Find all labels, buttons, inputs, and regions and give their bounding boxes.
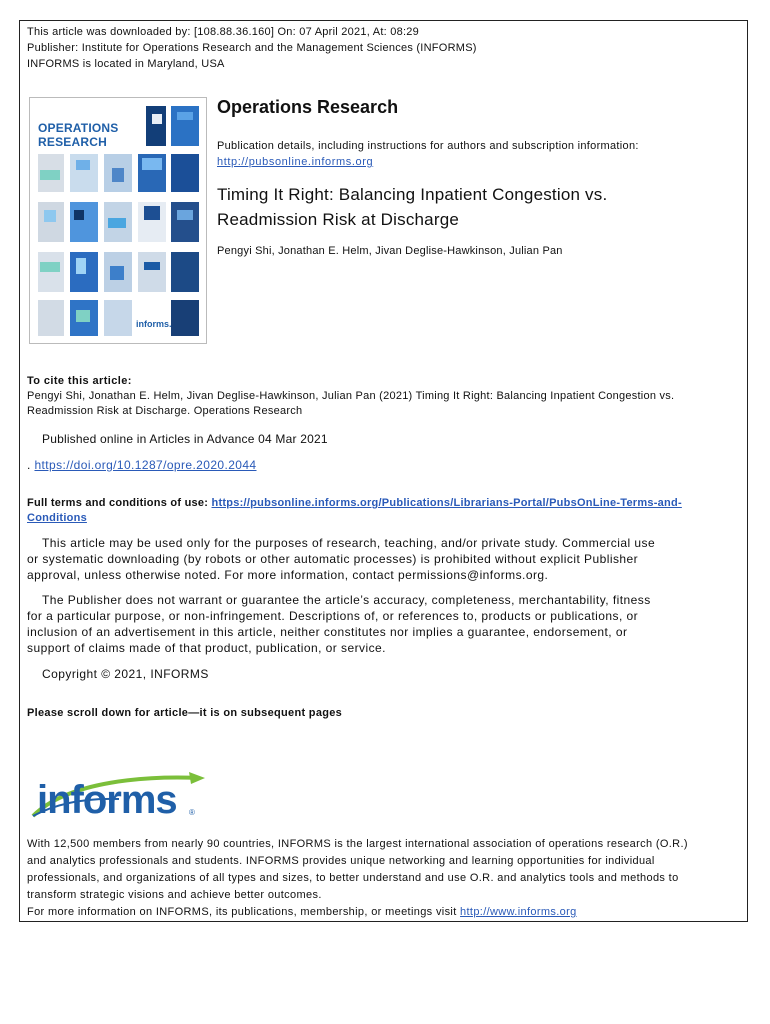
terms-line-1 <box>27 497 682 509</box>
publication-link[interactable]: http://pubsonline.informs.org <box>217 156 374 168</box>
download-info: This article was downloaded by: [108.88.36.160] On: 07 April 2021, At: 08:29 <box>27 26 420 38</box>
warranty-paragraph-line-2: for a particular purpose, or non-infringement. Descriptions of, or references to, products or publications, or <box>27 609 639 623</box>
about-informs <box>27 836 688 921</box>
published-date: Published online in Articles in Advance 04 Mar 2021 <box>42 432 328 446</box>
terms-link-continued[interactable]: Conditions <box>27 512 87 524</box>
citation-line-2: Readmission Risk at Discharge. Operations Research <box>27 405 303 417</box>
usage-paragraph-line-1: This article may be used only for the purposes of research, teaching, and/or private study. Commercial use <box>42 536 656 550</box>
warranty-paragraph-line-1: The Publisher does not warrant or guarantee the article’s accuracy, completeness, merchantability, fitness <box>42 593 651 607</box>
journal-name: Operations Research <box>217 97 399 117</box>
scroll-note: Please scroll down for article—it is on subsequent pages <box>27 707 343 719</box>
terms-label: Full terms and conditions of use: <box>27 497 212 509</box>
doi-line: . https://doi.org/10.1287/opre.2020.2044 <box>27 458 257 472</box>
about-line-4: transform strategic visions and achieve better outcomes. <box>27 889 322 901</box>
publication-details: Publication details, including instructions for authors and subscription information: <box>217 140 639 152</box>
about-line-1: With 12,500 members from nearly 90 countries, INFORMS is the largest international association of operations research (O.R.) <box>27 838 688 850</box>
cover-title: OPERATIONS RESEARCH <box>38 121 119 149</box>
about-line-3: professionals, and organizations of all types and sizes, to better understand and use O.R. and analytics tools and methods to <box>27 872 679 884</box>
article-authors: Pengyi Shi, Jonathan E. Helm, Jivan Deglise-Hawkinson, Julian Pan <box>217 245 563 257</box>
about-line-2: and analytics professionals and students. INFORMS provides unique networking and learning opportunities for individual <box>27 855 655 867</box>
citation-line-1: Pengyi Shi, Jonathan E. Helm, Jivan Deglise-Hawkinson, Julian Pan (2021) Timing It Right: Balancing Inpatient Congestion vs. <box>27 390 675 402</box>
cover-informs-logo: informs. <box>136 319 172 329</box>
cite-heading: To cite this article: <box>27 375 132 387</box>
informs-website-link[interactable]: http://www.informs.org <box>460 906 577 918</box>
copyright: Copyright © 2021, INFORMS <box>42 667 209 681</box>
about-line-5: For more information on INFORMS, its publications, membership, or meetings visit http://www.informs.org <box>27 906 577 918</box>
publisher-info: Publisher: Institute for Operations Research and the Management Sciences (INFORMS) <box>27 42 477 54</box>
logo-wordmark: informs <box>37 778 177 822</box>
terms-link[interactable]: https://pubsonline.informs.org/Publications/Librarians-Portal/PubsOnLine-Terms-and- <box>211 497 682 509</box>
location-info: INFORMS is located in Maryland, USA <box>27 58 225 70</box>
doi-link[interactable]: https://doi.org/10.1287/opre.2020.2044 <box>34 458 257 472</box>
warranty-paragraph-line-4: support of claims made of that product, publication, or service. <box>27 641 386 655</box>
informs-logo <box>29 772 209 824</box>
journal-cover-image <box>29 97 207 344</box>
warranty-paragraph-line-3: inclusion of an advertisement in this article, neither constitutes nor implies a guarantee, endorsement, or <box>27 625 628 639</box>
usage-paragraph-line-3: approval, unless otherwise noted. For more information, contact permissions@informs.org. <box>27 568 549 582</box>
article-title: Timing It Right: Balancing Inpatient Congestion vs. Readmission Risk at Discharge <box>217 185 608 229</box>
usage-paragraph-line-2: or systematic downloading (by robots or other automatic processes) is prohibited without explicit Publisher <box>27 552 639 566</box>
registered-mark: ® <box>189 808 195 817</box>
